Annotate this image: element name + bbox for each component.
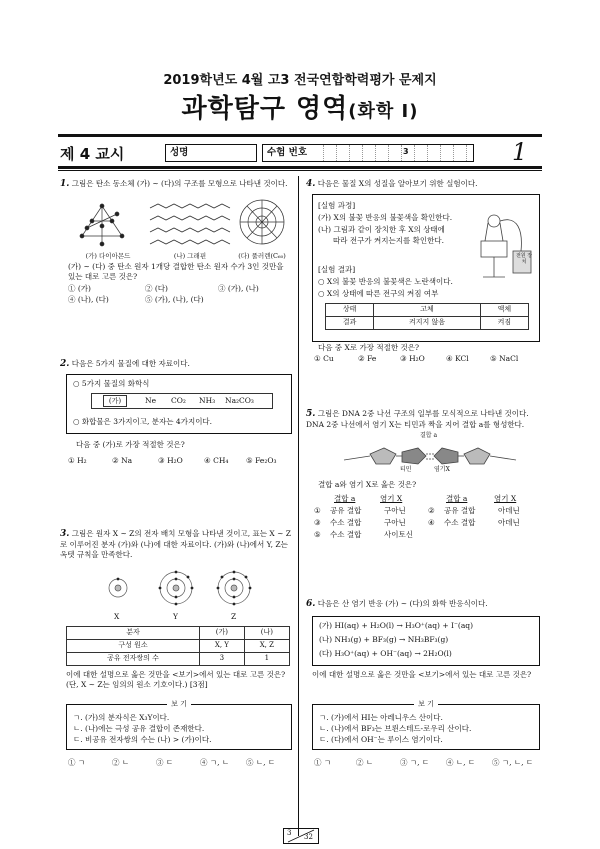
bogi-item-3: ㄷ. (다)에서 OH⁻는 루이스 염기이다. <box>319 735 443 744</box>
page-number: 1 <box>512 138 528 166</box>
choice-3[interactable]: ③ (가), (나) <box>218 284 259 293</box>
table-header: 고체 <box>374 304 481 317</box>
col-head-2: 염기 X <box>380 494 403 503</box>
choice-4[interactable]: ④ ㄴ, ㄷ <box>446 758 476 767</box>
question-ask: 이에 대한 설명으로 옳은 것만을 <보기>에서 있는 대로 고른 것은? <box>312 670 532 679</box>
table-cell: 1 <box>244 653 289 666</box>
table-cell: 구성 원소 <box>67 640 200 653</box>
table-header: (나) <box>244 627 289 640</box>
question-1 <box>60 178 292 190</box>
result-table <box>325 303 529 330</box>
choice-bond: 공유 결합 <box>330 506 362 515</box>
question-number: 2. <box>60 359 70 369</box>
question-number: 4. <box>306 179 316 189</box>
box-line-2: ○ 화합물은 3가지이고, 분자는 4가지이다. <box>73 417 213 426</box>
choice-2[interactable]: ② ㄴ <box>112 758 130 767</box>
choice-1[interactable]: ① ㄱ <box>68 758 86 767</box>
procedure-title: [실험 과정] <box>318 201 356 210</box>
question-3 <box>60 528 294 560</box>
col-head-3: 결합 a <box>446 494 468 503</box>
question-2 <box>60 358 292 370</box>
col-head-1: 결합 a <box>334 494 356 503</box>
page-counter <box>283 828 319 844</box>
base-x-label: 염기X <box>434 466 450 473</box>
choice-marker: ② <box>428 506 435 515</box>
question-number: 3. <box>60 529 70 539</box>
question-ask: 이에 대한 설명으로 옳은 것만을 <보기>에서 있는 대로 고른 것은? (단, X ~ Z는 임의의 원소 기호이다.) [3점] <box>66 670 286 690</box>
column-divider <box>298 176 299 836</box>
question-number: 6. <box>306 599 316 609</box>
exam-header-title: 2019학년도 4월 고3 전국연합학력평가 문제지 <box>163 73 437 88</box>
formula-nh3: NH₃ <box>199 396 216 405</box>
header-rule-top <box>58 134 542 137</box>
exam-number-digit: 3 <box>403 147 409 156</box>
table-cell: 3 <box>200 653 245 666</box>
question-5 <box>306 408 540 430</box>
figure-label-a: (가) 다이아몬드 <box>85 252 131 260</box>
question-ask: 다음 중 (가)로 가장 적절한 것은? <box>76 440 185 449</box>
reaction-ga: (가) HI(aq) + H₂O(l) → H₃O⁺(aq) + I⁻(aq) <box>319 621 474 630</box>
result-line-2: ○ X의 상태에 따른 전구의 켜짐 여부 <box>318 289 439 298</box>
graphene-model <box>150 204 230 244</box>
reaction-box <box>312 616 540 666</box>
choice-3[interactable]: ③ H₂O <box>158 456 183 465</box>
bogi-item-3: ㄷ. 비공유 전자쌍의 수는 (나) > (가)이다. <box>73 735 212 744</box>
subject-title-sub: (화학 Ⅰ) <box>348 101 419 122</box>
choice-5[interactable]: ⑤ ㄴ, ㄷ <box>246 758 276 767</box>
procedure-step-2: (나) 그림과 같이 장치한 후 X의 상태에 <box>318 225 445 234</box>
carbon-allotropes-figure <box>72 196 302 252</box>
choice-bond: 수소 결합 <box>330 530 362 539</box>
thymine-label: 티민 <box>400 466 412 473</box>
subject-title-main: 과학탐구 영역 <box>181 94 349 124</box>
dna-diagram <box>340 440 520 480</box>
bogi-title: 보 기 <box>414 700 438 708</box>
table-header: 분자 <box>67 627 200 640</box>
question-number: 5. <box>306 409 316 419</box>
choice-bond: 공유 결합 <box>444 506 476 515</box>
question-ask: 다음 중 X로 가장 적절한 것은? <box>318 343 419 352</box>
procedure-step-1: (가) X의 불꽃 반응의 불꽃색을 확인한다. <box>318 213 453 222</box>
choice-base: 구아닌 <box>384 506 406 515</box>
bogi-item-2: ㄴ. (나)에서 BF₃는 브뢴스테드-로우리 산이다. <box>319 724 472 733</box>
choice-4[interactable]: ④ (나), (다) <box>68 295 109 304</box>
table-cell: 결과 <box>326 317 374 330</box>
molecule-table <box>66 626 290 666</box>
choice-base: 사이토신 <box>384 530 413 539</box>
question-stem: 그림은 탄소 동소체 (가) ~ (다)의 구조를 모형으로 나타낸 것이다. <box>71 179 288 188</box>
fullerene-model <box>240 200 284 244</box>
choice-5[interactable]: ⑤ Fe₂O₃ <box>246 456 277 465</box>
diamond-model <box>80 204 124 246</box>
bogi-box <box>312 700 540 750</box>
name-field[interactable] <box>165 144 257 162</box>
reaction-na: (나) NH₃(g) + BF₃(g) → NH₃BF₃(g) <box>319 635 449 644</box>
data-box <box>66 374 292 434</box>
exam-number-field[interactable] <box>262 144 474 162</box>
choice-bond: 수소 결합 <box>330 518 362 527</box>
choice-marker: ④ <box>428 518 435 527</box>
table-cell: X, Z <box>244 640 289 653</box>
choice-marker: ① <box>314 506 321 515</box>
header-rule-thin <box>58 170 542 171</box>
table-cell: 켜지지 않음 <box>374 317 481 330</box>
table-header: 상태 <box>326 304 374 317</box>
question-ask: 결합 a와 염기 X로 옳은 것은? <box>318 480 417 489</box>
power-supply-label: 전원 장치 <box>515 253 533 265</box>
choice-3[interactable]: ③ ㄱ, ㄷ <box>400 758 430 767</box>
question-number: 1. <box>60 179 70 189</box>
electron-config-figure <box>96 568 256 612</box>
question-6 <box>306 598 540 610</box>
question-stem: 다음은 5가지 물질에 대한 자료이다. <box>71 359 190 368</box>
formula-ne: Ne <box>145 396 157 405</box>
bogi-item-1: ㄱ. (가)의 분자식은 X₃Y이다. <box>73 713 170 722</box>
atom-label-y: Y <box>173 612 178 621</box>
choice-3[interactable]: ③ ㄷ <box>156 758 174 767</box>
choice-2[interactable]: ② ㄴ <box>356 758 374 767</box>
bogi-item-2: ㄴ. (나)에는 극성 공유 결합이 존재한다. <box>73 724 205 733</box>
table-header: (가) <box>200 627 245 640</box>
procedure-step-2b: 따라 전구가 켜지는지를 확인한다. <box>333 236 444 245</box>
table-cell: 켜짐 <box>480 317 528 330</box>
choice-2[interactable]: ② Na <box>112 456 133 465</box>
result-title: [실험 결과] <box>318 265 356 274</box>
choice-5[interactable]: ⑤ NaCl <box>490 354 519 363</box>
choice-1[interactable]: ① Cu <box>314 354 334 363</box>
formula-ga: (가) <box>103 395 127 407</box>
formula-co2: CO₂ <box>171 396 186 405</box>
table-cell: 공유 전자쌍의 수 <box>67 653 200 666</box>
table-cell: X, Y <box>200 640 245 653</box>
bogi-title: 보 기 <box>167 700 191 708</box>
atom-label-z: Z <box>231 612 237 621</box>
question-stem: 그림은 DNA 2중 나선 구조의 일부를 모식적으로 나타낸 것이다. DNA 2중 나선에서 염기 X는 티민과 짝을 지어 결합 a를 형성한다. <box>306 409 529 430</box>
choice-1[interactable]: ① ㄱ <box>314 758 332 767</box>
subject-title <box>0 92 600 127</box>
choice-2[interactable]: ② Fe <box>358 354 377 363</box>
formula-na2co3: Na₂CO₃ <box>225 396 254 405</box>
choice-1[interactable]: ① H₂ <box>68 456 87 465</box>
bogi-item-1: ㄱ. (가)에서 HI는 아레니우스 산이다. <box>319 713 443 722</box>
question-4 <box>306 178 540 190</box>
col-head-4: 염기 X <box>494 494 517 503</box>
table-header: 액체 <box>480 304 528 317</box>
exam-number-label: 수험 번호 <box>267 147 308 158</box>
choice-base: 구아닌 <box>384 518 406 527</box>
choice-4[interactable]: ④ KCl <box>446 354 469 363</box>
bond-a-label: 결합 a <box>420 432 438 439</box>
experiment-box <box>312 194 540 342</box>
choice-3[interactable]: ③ H₂O <box>400 354 425 363</box>
choice-1[interactable]: ① (가) <box>68 284 91 293</box>
choice-5[interactable]: ⑤ ㄱ, ㄴ, ㄷ <box>492 758 534 767</box>
choice-bond: 수소 결합 <box>444 518 476 527</box>
page-counter-den: 32 <box>304 833 313 841</box>
choice-5[interactable]: ⑤ (가), (나), (다) <box>145 295 204 304</box>
circuit-apparatus <box>473 211 535 283</box>
figure-label-b: (나) 그래핀 <box>173 252 207 260</box>
choice-4[interactable]: ④ ㄱ, ㄴ <box>200 758 230 767</box>
question-stem: 다음은 산 염기 반응 (가) ~ (다)의 화학 반응식이다. <box>317 599 488 608</box>
page-counter-num: 3 <box>287 829 292 837</box>
box-line-1: ○ 5가지 물질의 화학식 <box>73 379 150 388</box>
choice-marker: ③ <box>314 518 321 527</box>
question-stem: 다음은 물질 X의 성질을 알아보기 위한 실험이다. <box>317 179 478 188</box>
choice-base: 아데닌 <box>498 506 520 515</box>
period-label: 제 4 교시 <box>60 145 125 163</box>
question-stem: 그림은 원자 X ~ Z의 전자 배치 모형을 나타낸 것이고, 표는 X ~ Z로 이루어진 분자 (가)와 (나)에 대한 자료이다. (가)와 (나)에서 Y, Z는 옥텟 규칙을 만족한다. <box>60 529 291 560</box>
reaction-da: (다) H₃O⁺(aq) + OH⁻(aq) → 2H₂O(l) <box>319 649 452 658</box>
bogi-box <box>66 700 292 750</box>
name-label: 성명 <box>170 147 189 158</box>
choice-2[interactable]: ② (다) <box>145 284 168 293</box>
choice-base: 아데닌 <box>498 518 520 527</box>
atom-label-x: X <box>114 612 120 621</box>
choice-marker: ⑤ <box>314 530 321 539</box>
result-line-1: ○ X의 불꽃 반응의 불꽃색은 노란색이다. <box>318 277 453 286</box>
figure-label-c: (다) 풀러렌(C₆₀) <box>238 252 286 260</box>
question-ask: (가) ~ (다) 중 탄소 원자 1개당 결합한 탄소 원자 수가 3인 것만을 있는 대로 고른 것은? <box>68 262 284 282</box>
choice-4[interactable]: ④ CH₄ <box>204 456 229 465</box>
header-rule-bottom <box>58 166 542 169</box>
